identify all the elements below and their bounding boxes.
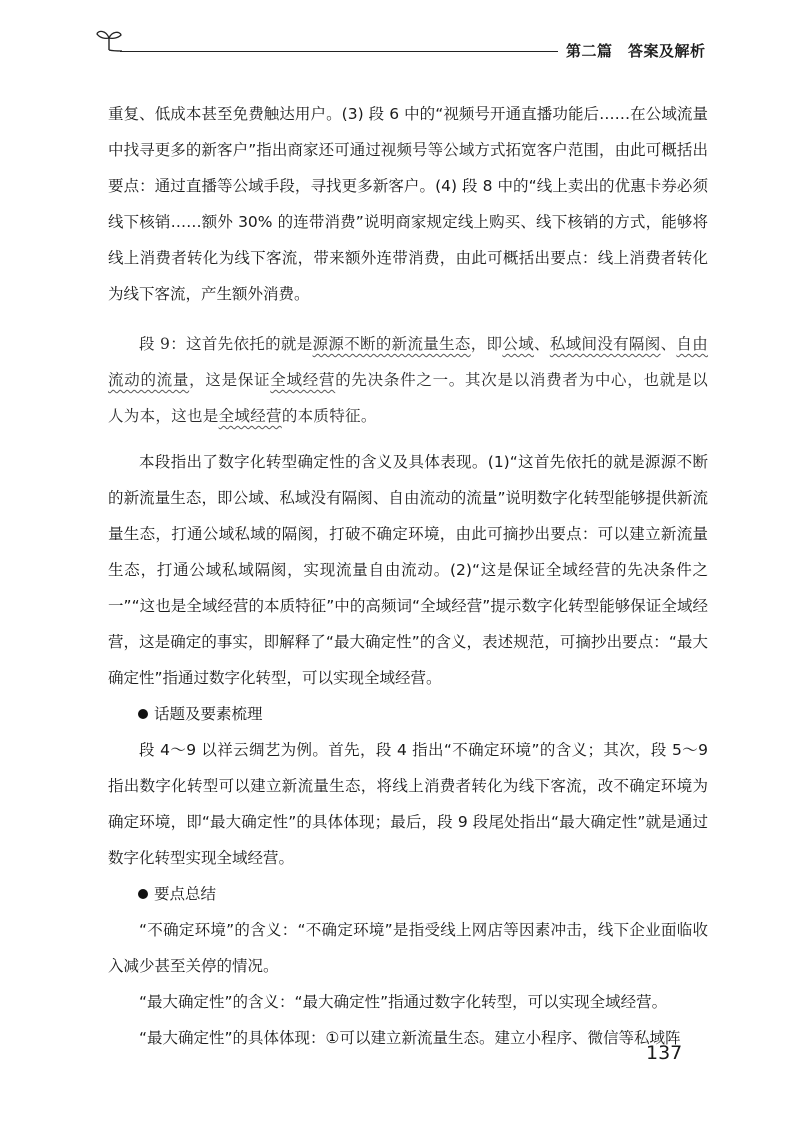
quoted-paragraph-9 bbox=[108, 326, 708, 434]
wavy-underlined-text: 私域间没有隔阂 bbox=[549, 335, 661, 353]
paragraph-continued: 重复、低成本甚至免费触达用户。(3) 段 6 中的“视频号开通直播功能后……在公域流量中找寻更多的新客户”指出商家还可通过视频号等公域方式拓宽客户范围，由此可概括出要点：通过直播等公域手段，寻找更多新客户。(4) 段 8 中的“线上卖出的优惠卡券必须线下核销……额外 30% 的连带消费”说明商家规定线上购买、线下核销的方式，能够将线上消费者转化为线下客流，带来额外连带消费，由此可概括出要点：线上消费者转化为线下客流，产生额外消费。 bbox=[108, 105, 708, 303]
quote-text: 段 9：这首先依托的就是 bbox=[139, 335, 313, 353]
wavy-underlined-text: 公域 bbox=[502, 335, 535, 353]
section-heading-topic bbox=[108, 696, 708, 732]
summary-item: “最大确定性”的具体体现：①可以建立新流量生态。建立小程序、微信等私域阵 bbox=[139, 1029, 681, 1047]
sprout-icon bbox=[94, 26, 124, 52]
page-content bbox=[108, 96, 708, 1056]
wavy-underlined-text: 全域经营 bbox=[218, 407, 282, 425]
quote-text: ，即 bbox=[470, 335, 503, 353]
quote-text: 、 bbox=[660, 335, 677, 353]
header-rule bbox=[120, 51, 558, 52]
wavy-underlined-text: 自由流动的流量 bbox=[108, 335, 709, 389]
quote-text: 的先决条件之一。其次是以消费者为中心，也就是以人为本，这也是 bbox=[108, 371, 708, 425]
bullet-icon bbox=[138, 709, 148, 719]
section-heading-summary bbox=[108, 876, 708, 912]
wavy-underlined-text: 源源不断的新流量生态 bbox=[312, 335, 471, 353]
page-number: 137 bbox=[646, 1042, 683, 1064]
topic-paragraph: 段 4～9 以祥云绸艺为例。首先，段 4 指出“不确定环境”的含义；其次，段 5～9 指出数字化转型可以建立新流量生态，将线上消费者转化为线下客流，改不确定环境为确定环境，即“最大确定性”的具体体现；最后，段 9 段尾处指出“最大确定性”就是通过数字化转型实现全域经营。 bbox=[108, 741, 708, 867]
wavy-underlined-text: 全域经营 bbox=[270, 371, 336, 389]
running-header: 第二篇 答案及解析 bbox=[566, 42, 706, 60]
summary-item: “最大确定性”的含义：“最大确定性”指通过数字化转型，可以实现全域经营。 bbox=[139, 993, 668, 1011]
quote-text: 、 bbox=[534, 335, 550, 353]
quote-text: ，这是保证 bbox=[189, 371, 271, 389]
quote-text: 的本质特征。 bbox=[281, 407, 377, 425]
heading-label: 要点总结 bbox=[154, 885, 217, 903]
heading-label: 话题及要素梳理 bbox=[154, 705, 263, 723]
summary-item: “不确定环境”的含义：“不确定环境”是指受线上网店等因素冲击，线下企业面临收入减少甚至关停的情况。 bbox=[108, 921, 708, 975]
bullet-icon bbox=[138, 889, 148, 899]
analysis-paragraph: 本段指出了数字化转型确定性的含义及具体表现。(1)“这首先依托的就是源源不断的新流量生态，即公域、私域没有隔阂、自由流动的流量”说明数字化转型能够提供新流量生态，打通公域私域的隔阂，打破不确定环境，由此可摘抄出要点：可以建立新流量生态，打通公域私域隔阂，实现流量自由流动。(2)“这是保证全域经营的先决条件之一”“这也是全域经营的本质特征”中的高频词“全域经营”提示数字化转型能够保证全域经营，这是确定的事实，即解释了“最大确定性”的含义，表述规范，可摘抄出要点：“最大确定性”指通过数字化转型，可以实现全域经营。 bbox=[108, 453, 708, 687]
